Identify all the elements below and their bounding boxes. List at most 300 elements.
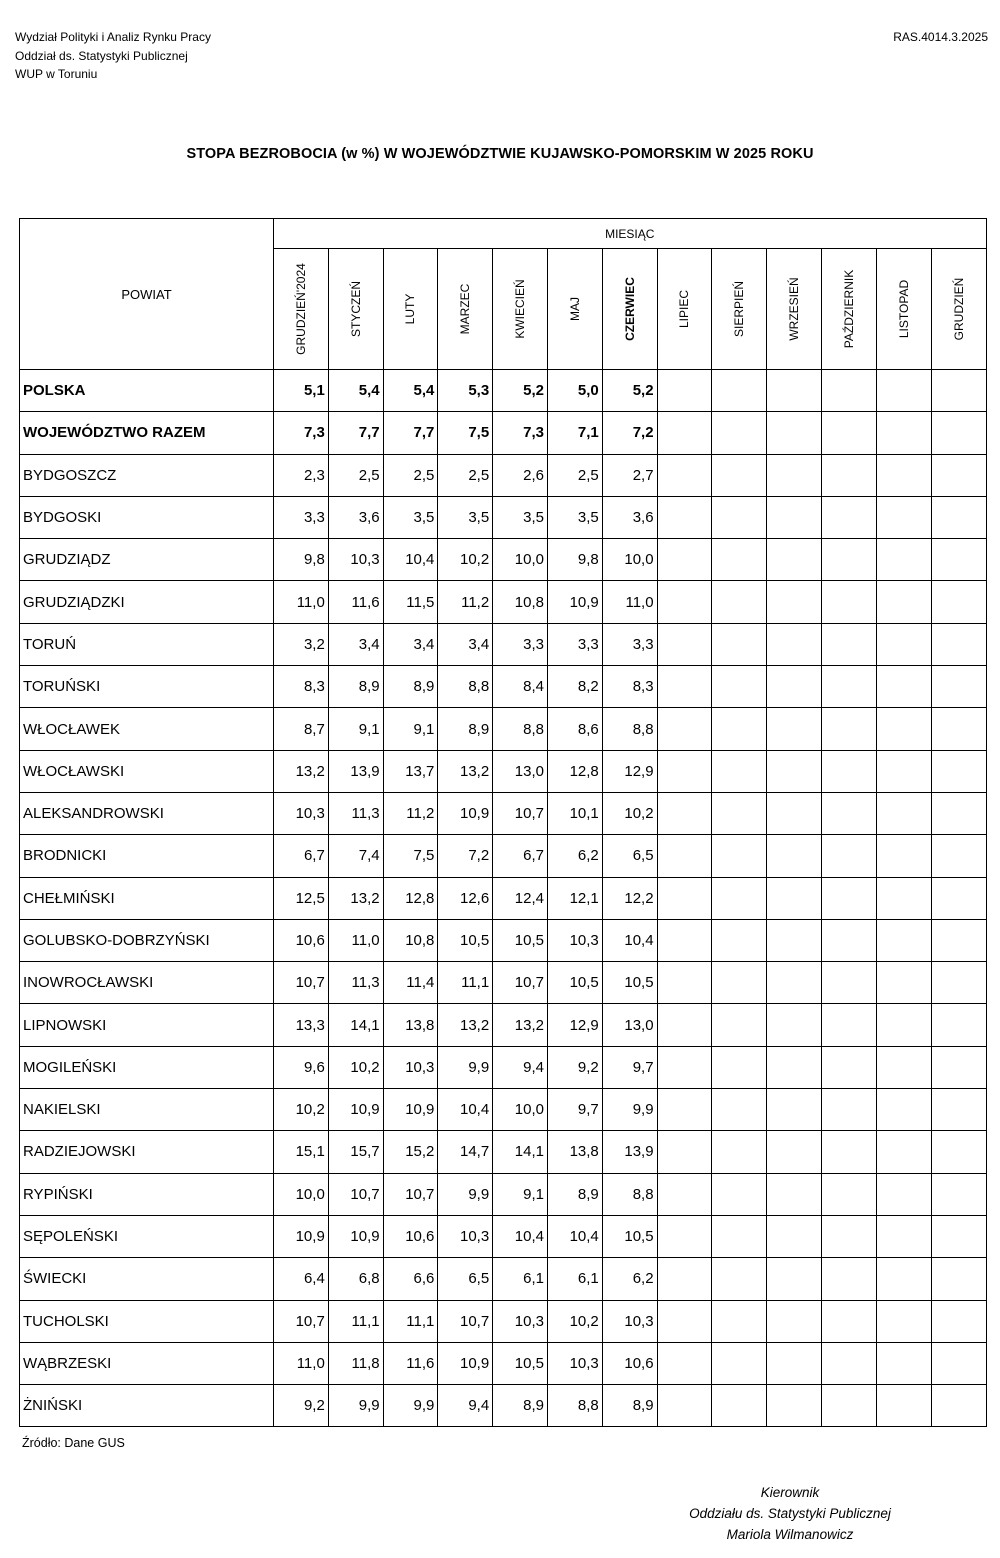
table-cell: 10,0	[493, 539, 548, 581]
table-cell	[657, 1385, 712, 1427]
table-cell: 6,1	[493, 1258, 548, 1300]
table-row	[20, 919, 987, 961]
row-name: WĄBRZESKI	[20, 1342, 274, 1384]
table-cell: 10,5	[602, 962, 657, 1004]
table-cell: 10,4	[602, 919, 657, 961]
org-line-3: WUP w Toruniu	[15, 67, 98, 81]
table-cell	[876, 1089, 931, 1131]
table-cell: 10,9	[547, 581, 602, 623]
table-cell	[712, 1385, 767, 1427]
month-header	[657, 249, 712, 370]
unemployment-table	[19, 218, 987, 1427]
table-cell	[931, 496, 986, 538]
table-cell	[657, 412, 712, 454]
table-cell	[712, 1342, 767, 1384]
table-cell	[876, 1342, 931, 1384]
table-cell: 11,8	[328, 1342, 383, 1384]
table-cell: 8,6	[547, 708, 602, 750]
table-row	[20, 1342, 987, 1384]
table-cell	[931, 1173, 986, 1215]
table-cell: 10,3	[602, 1300, 657, 1342]
table-cell	[876, 1258, 931, 1300]
month-label: LIPIEC	[677, 289, 692, 329]
table-row	[20, 1173, 987, 1215]
table-cell: 11,3	[328, 792, 383, 834]
table-cell: 10,2	[274, 1089, 329, 1131]
table-cell: 5,2	[493, 370, 548, 412]
table-cell	[931, 454, 986, 496]
table-cell	[657, 835, 712, 877]
table-cell: 8,8	[547, 1385, 602, 1427]
table-row	[20, 412, 987, 454]
table-cell	[931, 1385, 986, 1427]
month-group-header: MIESIĄC	[274, 219, 987, 249]
table-cell: 10,8	[383, 919, 438, 961]
table-cell: 7,4	[328, 835, 383, 877]
table-cell: 3,5	[383, 496, 438, 538]
table-row	[20, 962, 987, 1004]
table-cell: 9,7	[602, 1046, 657, 1088]
table-cell: 3,5	[438, 496, 493, 538]
row-name: CHEŁMIŃSKI	[20, 877, 274, 919]
month-label: GRUDZIEŃ'2024	[293, 263, 308, 355]
table-cell: 11,6	[383, 1342, 438, 1384]
table-cell	[657, 919, 712, 961]
table-cell: 2,5	[383, 454, 438, 496]
table-cell: 10,2	[547, 1300, 602, 1342]
table-cell: 10,4	[547, 1215, 602, 1257]
table-cell: 10,3	[383, 1046, 438, 1088]
table-cell: 10,9	[438, 1342, 493, 1384]
table-cell	[657, 750, 712, 792]
row-name: BYDGOSKI	[20, 496, 274, 538]
table-cell	[712, 370, 767, 412]
row-name: SĘPOLEŃSKI	[20, 1215, 274, 1257]
table-row	[20, 454, 987, 496]
table-cell	[712, 919, 767, 961]
table-cell	[767, 1046, 822, 1088]
month-header	[602, 249, 657, 370]
table-cell	[876, 581, 931, 623]
table-cell: 7,5	[383, 835, 438, 877]
org-line-1: Wydział Polityki i Analiz Rynku Pracy	[15, 30, 211, 44]
table-cell: 10,3	[438, 1215, 493, 1257]
table-cell	[931, 1004, 986, 1046]
row-name: WŁOCŁAWSKI	[20, 750, 274, 792]
table-cell: 10,6	[274, 919, 329, 961]
table-cell: 10,3	[547, 1342, 602, 1384]
row-name: LIPNOWSKI	[20, 1004, 274, 1046]
table-cell: 8,8	[602, 708, 657, 750]
table-cell	[767, 1215, 822, 1257]
table-cell	[821, 792, 876, 834]
table-cell	[821, 1385, 876, 1427]
table-cell	[712, 1004, 767, 1046]
signature-block	[640, 1482, 940, 1545]
table-cell: 6,8	[328, 1258, 383, 1300]
table-cell	[712, 412, 767, 454]
table-cell	[821, 877, 876, 919]
table-cell	[876, 919, 931, 961]
table-cell	[931, 1300, 986, 1342]
table-cell	[931, 1258, 986, 1300]
table-cell: 10,0	[493, 1089, 548, 1131]
table-cell	[767, 877, 822, 919]
table-cell: 9,2	[547, 1046, 602, 1088]
month-header	[493, 249, 548, 370]
table-row	[20, 1385, 987, 1427]
table-cell: 11,3	[328, 962, 383, 1004]
row-name: MOGILEŃSKI	[20, 1046, 274, 1088]
table-cell: 9,9	[328, 1385, 383, 1427]
month-header	[547, 249, 602, 370]
table-cell	[767, 581, 822, 623]
table-cell: 13,0	[602, 1004, 657, 1046]
table-cell: 10,3	[328, 539, 383, 581]
table-cell	[821, 708, 876, 750]
table-cell	[821, 962, 876, 1004]
table-cell	[876, 877, 931, 919]
month-header	[383, 249, 438, 370]
powiat-header: POWIAT	[20, 219, 274, 370]
table-cell: 10,0	[602, 539, 657, 581]
month-label: MAJ	[567, 297, 582, 321]
table-cell	[767, 496, 822, 538]
table-cell: 10,5	[602, 1215, 657, 1257]
table-cell	[657, 1342, 712, 1384]
table-cell: 10,4	[493, 1215, 548, 1257]
month-label: SIERPIEŃ	[732, 280, 747, 338]
table-cell: 6,5	[438, 1258, 493, 1300]
table-cell: 12,9	[602, 750, 657, 792]
month-header	[328, 249, 383, 370]
table-cell: 3,3	[493, 623, 548, 665]
table-cell: 9,8	[274, 539, 329, 581]
signature-title: Kierownik	[760, 1485, 820, 1500]
table-cell	[712, 750, 767, 792]
table-cell: 7,2	[438, 835, 493, 877]
source-note: Źródło: Dane GUS	[22, 1436, 125, 1450]
table-cell: 9,8	[547, 539, 602, 581]
table-cell: 10,7	[383, 1173, 438, 1215]
table-cell: 8,3	[274, 666, 329, 708]
month-header	[821, 249, 876, 370]
table-cell	[657, 1004, 712, 1046]
table-cell: 8,8	[438, 666, 493, 708]
table-cell: 11,2	[383, 792, 438, 834]
table-cell: 3,6	[328, 496, 383, 538]
table-cell	[821, 1089, 876, 1131]
signature-department: Oddziału ds. Statystyki Publicznej	[689, 1506, 891, 1521]
table-cell: 8,7	[274, 708, 329, 750]
table-cell	[657, 1046, 712, 1088]
organization-header	[15, 28, 211, 84]
table-cell	[712, 666, 767, 708]
table-cell: 10,5	[547, 962, 602, 1004]
table-cell	[931, 1089, 986, 1131]
table-cell	[931, 623, 986, 665]
table-cell: 10,7	[493, 962, 548, 1004]
table-cell: 3,3	[274, 496, 329, 538]
table-cell: 5,4	[383, 370, 438, 412]
table-cell: 2,3	[274, 454, 329, 496]
month-label: LISTOPAD	[896, 279, 911, 339]
table-cell: 12,4	[493, 877, 548, 919]
table-cell: 13,9	[328, 750, 383, 792]
table-cell: 9,6	[274, 1046, 329, 1088]
table-cell	[657, 1258, 712, 1300]
month-label: PAŹDZIERNIK	[841, 269, 856, 349]
table-cell: 9,1	[493, 1173, 548, 1215]
table-cell: 5,4	[328, 370, 383, 412]
table-cell	[657, 370, 712, 412]
table-cell: 10,3	[493, 1300, 548, 1342]
table-cell	[657, 792, 712, 834]
table-cell: 8,3	[602, 666, 657, 708]
table-row	[20, 1215, 987, 1257]
table-cell: 14,1	[328, 1004, 383, 1046]
table-cell	[821, 835, 876, 877]
table-cell: 8,9	[602, 1385, 657, 1427]
table-cell: 13,2	[328, 877, 383, 919]
table-cell: 11,4	[383, 962, 438, 1004]
table-cell: 9,9	[602, 1089, 657, 1131]
table-cell: 10,7	[493, 792, 548, 834]
table-cell: 9,9	[438, 1173, 493, 1215]
table-cell: 12,5	[274, 877, 329, 919]
table-cell: 12,1	[547, 877, 602, 919]
table-cell	[931, 750, 986, 792]
table-cell: 2,6	[493, 454, 548, 496]
table-cell	[712, 835, 767, 877]
table-cell: 11,2	[438, 581, 493, 623]
table-row	[20, 539, 987, 581]
table-row	[20, 1089, 987, 1131]
table-cell: 6,2	[602, 1258, 657, 1300]
table-cell: 15,1	[274, 1131, 329, 1173]
table-cell	[657, 454, 712, 496]
table-cell: 5,1	[274, 370, 329, 412]
table-cell	[931, 581, 986, 623]
table-row	[20, 496, 987, 538]
table-cell	[657, 1131, 712, 1173]
table-cell	[767, 539, 822, 581]
row-name: RADZIEJOWSKI	[20, 1131, 274, 1173]
table-row	[20, 370, 987, 412]
table-cell: 7,3	[493, 412, 548, 454]
table-cell: 8,9	[328, 666, 383, 708]
table-cell: 10,6	[383, 1215, 438, 1257]
table-cell: 12,2	[602, 877, 657, 919]
table-cell: 9,7	[547, 1089, 602, 1131]
table-cell: 10,9	[383, 1089, 438, 1131]
table-cell	[931, 919, 986, 961]
table-cell: 3,3	[547, 623, 602, 665]
reference-number: RAS.4014.3.2025	[893, 30, 988, 44]
table-cell: 15,2	[383, 1131, 438, 1173]
table-cell: 7,5	[438, 412, 493, 454]
table-cell: 3,5	[547, 496, 602, 538]
table-cell	[821, 1342, 876, 1384]
table-cell	[712, 877, 767, 919]
table-cell: 10,9	[328, 1215, 383, 1257]
month-header	[931, 249, 986, 370]
table-cell	[712, 1300, 767, 1342]
table-cell: 11,6	[328, 581, 383, 623]
table-cell: 7,7	[328, 412, 383, 454]
table-cell: 13,2	[438, 750, 493, 792]
table-cell	[712, 792, 767, 834]
table-cell: 13,2	[274, 750, 329, 792]
row-name: NAKIELSKI	[20, 1089, 274, 1131]
table-cell	[931, 1131, 986, 1173]
table-cell: 10,7	[274, 962, 329, 1004]
table-cell: 13,2	[493, 1004, 548, 1046]
table-cell: 10,2	[602, 792, 657, 834]
table-cell: 8,9	[547, 1173, 602, 1215]
table-cell	[821, 1300, 876, 1342]
table-cell: 8,8	[493, 708, 548, 750]
table-cell	[767, 750, 822, 792]
month-header	[438, 249, 493, 370]
table-cell	[821, 496, 876, 538]
table-cell: 10,3	[547, 919, 602, 961]
table-cell	[712, 1258, 767, 1300]
table-cell	[712, 581, 767, 623]
table-cell	[876, 454, 931, 496]
table-cell: 11,0	[274, 581, 329, 623]
table-cell	[821, 666, 876, 708]
table-cell: 9,9	[438, 1046, 493, 1088]
table-cell: 10,5	[493, 919, 548, 961]
table-cell	[767, 708, 822, 750]
table-cell	[767, 792, 822, 834]
table-cell: 2,5	[438, 454, 493, 496]
table-row	[20, 1131, 987, 1173]
table-cell: 13,8	[547, 1131, 602, 1173]
table-cell	[821, 454, 876, 496]
table-cell	[931, 539, 986, 581]
table-cell	[657, 666, 712, 708]
table-cell	[767, 1342, 822, 1384]
table-cell: 10,9	[274, 1215, 329, 1257]
table-cell: 9,1	[328, 708, 383, 750]
table-cell: 13,2	[438, 1004, 493, 1046]
table-cell: 5,2	[602, 370, 657, 412]
table-cell: 3,4	[328, 623, 383, 665]
org-line-2: Oddział ds. Statystyki Publicznej	[15, 48, 188, 63]
table-cell	[767, 1300, 822, 1342]
table-cell	[876, 1046, 931, 1088]
table-cell: 9,4	[438, 1385, 493, 1427]
row-name: ŻNIŃSKI	[20, 1385, 274, 1427]
table-cell: 8,4	[493, 666, 548, 708]
table-cell	[931, 1215, 986, 1257]
table-cell	[821, 750, 876, 792]
table-cell: 10,3	[274, 792, 329, 834]
table-cell	[712, 708, 767, 750]
table-cell	[821, 1173, 876, 1215]
table-cell	[876, 623, 931, 665]
table-cell: 2,5	[328, 454, 383, 496]
table-cell: 7,2	[602, 412, 657, 454]
table-cell: 10,5	[438, 919, 493, 961]
table-cell	[821, 581, 876, 623]
month-label: STYCZEŃ	[348, 280, 363, 338]
table-cell	[712, 454, 767, 496]
table-cell: 9,1	[383, 708, 438, 750]
table-cell	[876, 539, 931, 581]
table-cell: 7,7	[383, 412, 438, 454]
table-cell: 10,7	[274, 1300, 329, 1342]
table-cell: 3,4	[438, 623, 493, 665]
table-cell: 8,9	[493, 1385, 548, 1427]
table-cell: 10,9	[438, 792, 493, 834]
table-cell	[876, 835, 931, 877]
table-cell	[876, 370, 931, 412]
row-name: TUCHOLSKI	[20, 1300, 274, 1342]
table-cell	[767, 1004, 822, 1046]
table-cell	[767, 1131, 822, 1173]
row-name: INOWROCŁAWSKI	[20, 962, 274, 1004]
table-cell	[876, 412, 931, 454]
table-cell	[821, 1131, 876, 1173]
table-cell: 10,8	[493, 581, 548, 623]
table-cell: 12,8	[383, 877, 438, 919]
table-cell: 11,0	[602, 581, 657, 623]
table-cell	[767, 370, 822, 412]
row-name: ALEKSANDROWSKI	[20, 792, 274, 834]
month-header	[274, 249, 329, 370]
table-cell: 8,9	[438, 708, 493, 750]
table-cell	[657, 708, 712, 750]
table-cell	[712, 962, 767, 1004]
table-row	[20, 1300, 987, 1342]
table-cell: 10,2	[328, 1046, 383, 1088]
table-cell	[931, 962, 986, 1004]
table-cell: 10,7	[438, 1300, 493, 1342]
table-cell: 15,7	[328, 1131, 383, 1173]
table-body	[20, 370, 987, 1427]
table-cell	[821, 1004, 876, 1046]
table-cell: 13,3	[274, 1004, 329, 1046]
row-name: TORUŃ	[20, 623, 274, 665]
table-cell: 14,1	[493, 1131, 548, 1173]
table-cell	[876, 496, 931, 538]
table-cell	[767, 666, 822, 708]
table-cell	[876, 1131, 931, 1173]
table-cell	[657, 1089, 712, 1131]
table-cell: 10,6	[602, 1342, 657, 1384]
table-cell: 13,9	[602, 1131, 657, 1173]
table-cell	[931, 877, 986, 919]
row-name: GRUDZIĄDZKI	[20, 581, 274, 623]
table-cell	[876, 792, 931, 834]
table-row	[20, 750, 987, 792]
table-cell	[931, 792, 986, 834]
table-row	[20, 581, 987, 623]
table-cell	[931, 708, 986, 750]
table-cell	[767, 623, 822, 665]
month-label: MARZEC	[458, 283, 473, 335]
table-cell: 13,0	[493, 750, 548, 792]
table-cell	[712, 1215, 767, 1257]
table-cell: 5,3	[438, 370, 493, 412]
table-cell	[821, 412, 876, 454]
row-name: WOJEWÓDZTWO RAZEM	[20, 412, 274, 454]
row-name: WŁOCŁAWEK	[20, 708, 274, 750]
table-cell: 6,4	[274, 1258, 329, 1300]
